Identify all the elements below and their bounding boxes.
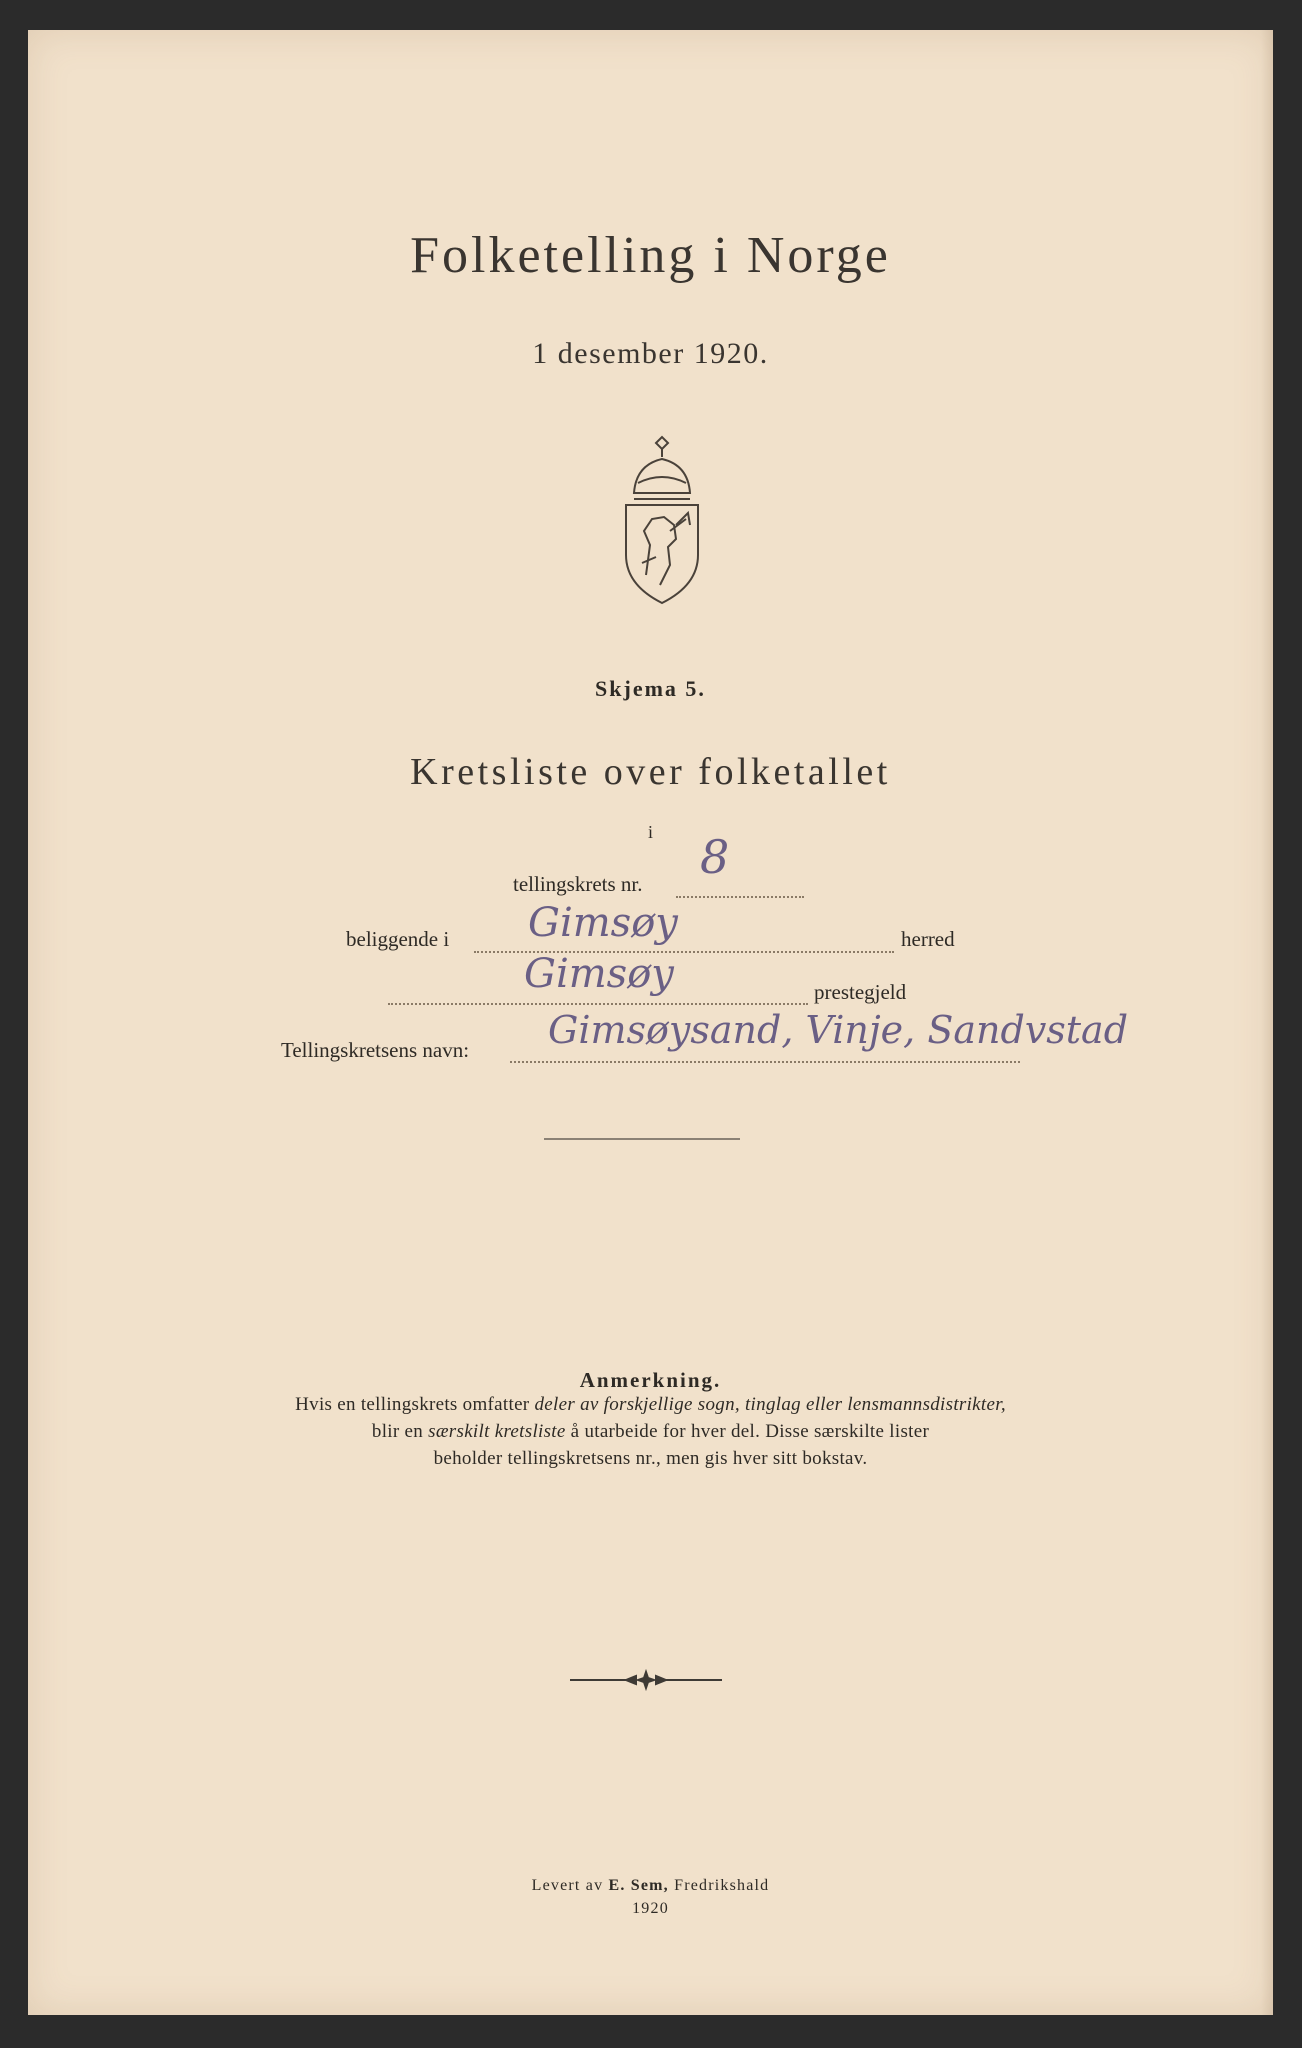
ornament-divider-icon — [566, 1667, 726, 1693]
district-number-label: tellingskrets nr. — [513, 872, 643, 896]
census-form-page — [28, 30, 1273, 2015]
district-number-line — [676, 896, 804, 898]
printer-year: 1920 — [632, 1900, 669, 1917]
note-line-1 — [28, 1394, 1273, 1416]
district-number-value: 8 — [700, 830, 730, 884]
printer-prefix: Levert av — [531, 1877, 609, 1894]
herred-label: herred — [901, 927, 955, 951]
district-name-value: Gimsøysand, Vinje, Sandvstad — [548, 1008, 1129, 1052]
printer-credit — [28, 1877, 1273, 1895]
connector-word: i — [647, 822, 653, 842]
census-date: 1 desember 1920. — [532, 337, 769, 370]
district-name-label: Tellingskretsens navn: — [281, 1038, 470, 1062]
district-name-line — [510, 1061, 1020, 1063]
herred-value: Gimsøy — [528, 900, 678, 946]
note-line-2-emphasis: særskilt kretsliste — [428, 1421, 566, 1442]
note-line-2-text-b: å utarbeide for hver del. Disse særskilte lister — [565, 1421, 930, 1442]
located-in-label: beliggende i — [346, 927, 450, 951]
note-line-2-text-a: blir en — [371, 1421, 429, 1442]
note-line-1-text: Hvis en tellingskrets omfatter — [295, 1394, 535, 1415]
prestegjeld-value: Gimsøy — [524, 951, 674, 997]
note-line-3: beholder tellingskretsens nr., men gis hver sitt bokstav. — [433, 1448, 868, 1469]
note-title: Anmerkning. — [579, 1368, 722, 1392]
note-line-2 — [28, 1421, 1273, 1443]
prestegjeld-line — [388, 1003, 808, 1005]
prestegjeld-label: prestegjeld — [814, 980, 907, 1004]
document-title: Folketelling i Norge — [410, 227, 891, 284]
printer-name: E. Sem, — [608, 1877, 669, 1894]
printer-place: Fredrikshald — [668, 1877, 770, 1894]
divider-rule — [544, 1138, 740, 1140]
norwegian-coat-of-arms-icon — [616, 435, 708, 607]
note-line-1-emphasis: deler av forskjellige sogn, tinglag eller lensmannsdistrikter, — [534, 1394, 1006, 1415]
form-heading: Kretsliste over folketallet — [410, 751, 891, 793]
schema-number: Skjema 5. — [595, 676, 706, 701]
